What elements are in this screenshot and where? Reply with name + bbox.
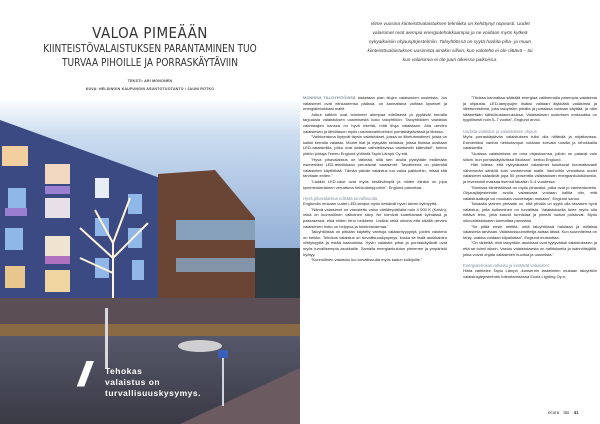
- subheading: Hyvä pihavalaistus edistää turvallisuutta: [303, 195, 378, 201]
- subheading: Uudista valaistus ja valaistuksen ohjaus: [463, 128, 537, 134]
- paragraph: Jotkut sähköt ovat toimineet aiempaa edellisenä ja pyytävät kerralla tarjouksia valaistuksen uusimisesta koko taloyhtiöön. Taloyhtiöiden valaistus valmistajien kanssa on hyvä miettiä, mitä tiloja valaistaan. Alla olevien valaisimien ja lähtötason myös uusimisvaihtoehdot porraskäytävässä ja tiloissa.: [303, 111, 447, 134]
- paragraph: Hinta vaihtelee Tapio Lämpö -konsernin laskelmien mukaan taloyhtiön valaistusjärjestelmän toteuttamisessa Ecola Lighting Oy:n.: [463, 268, 597, 279]
- body-column-1: [303, 95, 447, 263]
- paragraph: Englundin mukaan uudet LED-lamput myös kestävät hyvin talven kylmyyttä.: [303, 201, 438, 207]
- paragraph: "Nämä valaisimet on varustettu valon värilämpötilalla noin 4 000 K (Kelvin), mikä on luonnollinen valkoinen sävy. Ne toimivat luotettavasti kylmässä ja pakkasessa, eikä niiden teho heikkene. Lisäksi sekä ulkona että sisällä olevien valaisimien hoito on helppoa ja toimintavarmaa.": [303, 206, 447, 229]
- body-column-2: [463, 95, 597, 280]
- paragraph: "Hyvä pihavalaistus on tärkeää, sillä sen avulla pystytään estämään esimerkiksi LED-tekniikkaan perustuvat valaisimet. Tavoitteena on pidentää valaisinten käyttöikää. Tämän päivän valaistus tuo valoa paikkoihin, missä sitä tarvitaan eniten.": [303, 156, 447, 179]
- paragraph: Toisaalta yleinen periaate on, että pihalla on syytä olla tasaisen hyvä valaistus, jotta kulkeminen on turvallista. Valaistuksella tulee myös olla riittävä teho, jotta kasvot tunnistaa ja pimeät nurkat poistuvat. Myös ulkovalaistukseen kannattaa panostaa.: [463, 201, 597, 224]
- page-footer: [548, 410, 582, 415]
- article-subtitle: [30, 43, 271, 70]
- article-title: VALOA PIMEÄÄN: [92, 24, 208, 42]
- credit-text: TEKSTI: ARI MONONEN: [127, 79, 173, 83]
- paragraph: "Vaihtoehtona löytyvät täysin valaistukset, joissa on liiketunnistimet, joista on kaikki kerralla valaistu. Monet tilat ja nykyään sellaisia, joissa tiloissa uusitaan LED-valaisimilla, jotka ovat dataan vaihdettavissa valaisimiin kätevästi", kertoo yhtiön johtaja Teemu Englund yhtiöstä Tapio Lämpö Oy:stä.: [303, 134, 447, 156]
- paragraph: "On tärkeää, että taloyhtiön asukkaat ovat tyytyväisiä valaistukseen ja että se toimii oikein. Vastuu valaistuksesta on hallituksella ja isännöitsijällä, jotka voivat ohjata valaisinten huoltoa ja uusimista.": [463, 240, 597, 257]
- paragraph-text: lasketaan pian tilojen valaisimien uusimista. Jos valaisimet ovat elinkaarensa päässä, on kannattava vaihtaa kyseiset ja energiatehokkaat mallit.: [303, 95, 447, 112]
- article-intro: Viime vuosina kiinteistövalaistuksen tekniikka on kehittynyt nopeasti. Uudet valaisimet ovat aiempia energiatehokkaampia ja ne voidaan myös kytkeä nykyaikaisiin ohjausjärjestelmiin. Taloyhtiössä on syytä harkita piha- ja muun kiinteistövalaistuksen uusimista ainakin silloin, kun valoteho ei ole riittävä – tai kun valaisimia ei ole juuri oikeissa paikoissa.: [367, 22, 533, 63]
- page-number: 41: [573, 410, 579, 415]
- footer-section: läs: [563, 410, 570, 415]
- paragraph: "Tiloissa kannattaa säästää energiaa valitsemalla parempia valaisimia ja ohjausta. LED-lamppujen lisäksi valitaan älykkäitä valaisimia ja liiketunnistimia, joita taloyhtiön pihalla ja portaissa voidaan käyttää, ja näin säästetään sähkökustannuksissa. Valaistuksen uusimisen maksuaika on tyypillisesti noin 5–7 vuotta", Englund arvioi.: [463, 95, 597, 123]
- subheading: Energiatehokas ratkaisu ja kestävät valaisimet: [463, 262, 549, 268]
- paragraph: "Kunnollinen valaistus luo turvallisuutta myös kadun kulkijoille.": [311, 257, 423, 263]
- paragraph: Hän toteaa, että nykyaikaiset valaisimet kuluttavat huomattavasti vähemmän sähköä kuin vanhemmat mallit. Vanhoihin verrattuna uudet valaisimet säästävät jopa 50 prosenttia valaistuksen energiankulutuksesta, ja investointi maksaa itsensä takaisin 3–4 vuodessa.: [463, 162, 597, 184]
- subtitle-line: TURVAA PIHOILLE JA PORRASKÄYTÄVIIN: [62, 56, 238, 69]
- paragraph: "Uusissa valaisimissa on oma ohjauksensa, jolloin ne palavat vain silloin, kun porraskäytävässä liikutaan", kertoo Englund.: [463, 150, 597, 162]
- pull-quote-line: turvallisuuskysymys.: [105, 388, 201, 398]
- paragraph: "Lisäksi LED-valot ovat myös kestävämpiä ja niiden elinikä on jopa kymmenkertainen verrattuna hehkulamppuihin", Englund painottaa.: [303, 178, 447, 190]
- paragraph: Taloyhtiöissä on pitkään käytetty vanhoja valaisintyyppejä, joiden valoteho on heikko. Tehokas valaistus on turvallisuuskysymys, koska se lisää asukkaiden viihtyisyyttä ja estää kaatumisia. Hyvin valaistut pihat ja porraskäytävät ovat myös turvallisempia asukkaille. Samalla energiankulutus pienenee ja ympäristö hyötyy.: [303, 229, 447, 257]
- paragraph: [303, 95, 447, 112]
- pull-quote-line: valaistus on: [105, 377, 161, 387]
- paragraph: "Se pitää ensin miettiä, mitä taloyhtiössä halutaan ja millaisia valaisimia tarvitaan. Valaistussuunnittelija auttaa tässä. Kun suunnitelma on tehty, urakka voidaan kilpailuttaa", Englund muistuttaa.: [463, 223, 597, 240]
- subtitle-line: KIINTEISTÖVALAISTUKSEN PARANTAMINEN TUO: [43, 43, 257, 55]
- quote-mark-icon: //: [78, 356, 85, 394]
- pull-quote: [105, 366, 201, 399]
- paragraph: "Monissa kiinteistöissä on myös pihavalot, jotka ovat jo vanhentuneita. Ohjausjärjestelmän avulla valaistusta voidaan hallita niin, että valaistusaikoja voi muokata vuodenajan mukaan", Englund sanoo.: [463, 184, 597, 201]
- footer-brand: ecora: [548, 410, 560, 415]
- lead-in: MONISSA TALOYHTIÖISSÄ: [303, 95, 356, 100]
- paragraph: Myös porraskäytävän valaistuksen tulisi olla riittävää ja ohjattavissa. Esimerkiksi vanhat hehkulamput voidaan korvata uusilla ja tehokkailla valaisimilla.: [463, 134, 597, 151]
- credit-photo: KUVA: HELSINGIN KAUPUNGIN ASUNTOTUOTANTO / JAUNI ROTKO: [85, 87, 215, 91]
- pull-quote-line: Tehokas: [105, 366, 143, 376]
